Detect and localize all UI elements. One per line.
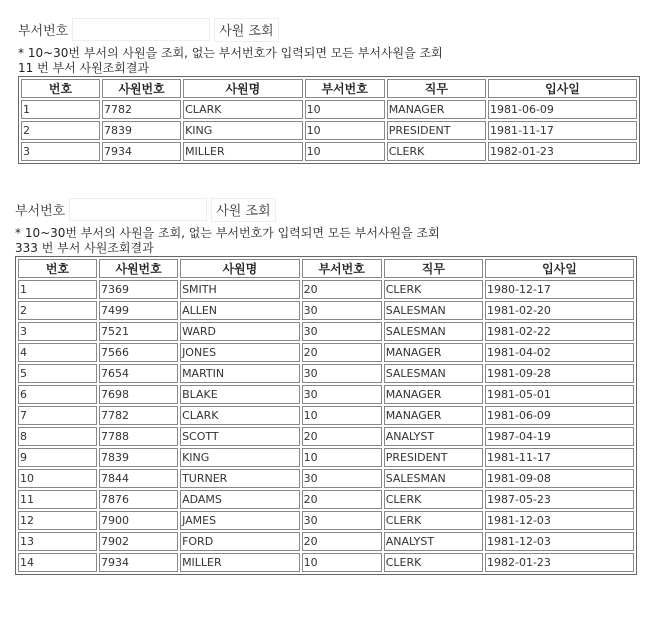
cell-emp-number: 7566 xyxy=(99,343,178,362)
cell-job: CLERK xyxy=(384,553,483,572)
dept-number-input[interactable] xyxy=(69,198,207,221)
table-row xyxy=(18,385,634,404)
cell-emp-number: 7782 xyxy=(102,100,181,119)
cell-dept-number: 10 xyxy=(302,553,382,572)
employee-table xyxy=(18,76,640,164)
result-title: 11 번 부서 사원조회결과 xyxy=(18,61,150,75)
cell-emp-number: 7839 xyxy=(99,448,178,467)
column-header: 입사일 xyxy=(485,259,634,278)
cell-hire-date: 1981-02-20 xyxy=(485,301,634,320)
cell-emp-name: JONES xyxy=(180,343,300,362)
cell-index: 2 xyxy=(21,121,100,140)
cell-emp-name: CLARK xyxy=(183,100,303,119)
cell-emp-name: KING xyxy=(180,448,300,467)
cell-index: 3 xyxy=(21,142,100,161)
cell-emp-name: MILLER xyxy=(183,142,303,161)
cell-job: CLERK xyxy=(387,142,486,161)
cell-emp-number: 7934 xyxy=(99,553,178,572)
cell-hire-date: 1981-02-22 xyxy=(485,322,634,341)
column-header: 부서번호 xyxy=(302,259,382,278)
cell-index: 13 xyxy=(18,532,97,551)
cell-emp-name: ADAMS xyxy=(180,490,300,509)
table-row xyxy=(18,301,634,320)
search-block-1 xyxy=(18,16,640,164)
table-row xyxy=(18,280,634,299)
table-row xyxy=(18,343,634,362)
cell-hire-date: 1981-06-09 xyxy=(485,406,634,425)
cell-dept-number: 10 xyxy=(305,100,385,119)
cell-emp-number: 7844 xyxy=(99,469,178,488)
table-row xyxy=(18,490,634,509)
cell-index: 10 xyxy=(18,469,97,488)
table-row xyxy=(18,469,634,488)
cell-hire-date: 1981-06-09 xyxy=(488,100,637,119)
cell-dept-number: 20 xyxy=(302,280,382,299)
table-row xyxy=(18,406,634,425)
cell-hire-date: 1987-04-19 xyxy=(485,427,634,446)
cell-index: 7 xyxy=(18,406,97,425)
cell-hire-date: 1981-04-02 xyxy=(485,343,634,362)
cell-job: ANALYST xyxy=(384,532,483,551)
cell-job: ANALYST xyxy=(384,427,483,446)
cell-job: MANAGER xyxy=(384,385,483,404)
column-header: 부서번호 xyxy=(305,79,385,98)
table-header-row xyxy=(18,259,634,278)
cell-job: SALESMAN xyxy=(384,469,483,488)
cell-dept-number: 30 xyxy=(302,385,382,404)
cell-emp-number: 7900 xyxy=(99,511,178,530)
cell-emp-number: 7499 xyxy=(99,301,178,320)
column-header: 사원번호 xyxy=(99,259,178,278)
cell-index: 4 xyxy=(18,343,97,362)
cell-emp-number: 7876 xyxy=(99,490,178,509)
cell-emp-number: 7782 xyxy=(99,406,178,425)
table-row xyxy=(18,364,634,383)
cell-index: 1 xyxy=(18,280,97,299)
cell-hire-date: 1981-11-17 xyxy=(488,121,637,140)
cell-emp-name: JAMES xyxy=(180,511,300,530)
cell-emp-name: SMITH xyxy=(180,280,300,299)
cell-emp-name: SCOTT xyxy=(180,427,300,446)
table-row xyxy=(18,553,634,572)
table-row xyxy=(18,511,634,530)
cell-hire-date: 1981-12-03 xyxy=(485,532,634,551)
search-employees-button[interactable]: 사원 조회 xyxy=(211,198,275,222)
cell-emp-name: BLAKE xyxy=(180,385,300,404)
cell-emp-name: CLARK xyxy=(180,406,300,425)
cell-index: 1 xyxy=(21,100,100,119)
cell-emp-number: 7654 xyxy=(99,364,178,383)
cell-emp-number: 7369 xyxy=(99,280,178,299)
cell-dept-number: 20 xyxy=(302,490,382,509)
cell-dept-number: 10 xyxy=(305,121,385,140)
dept-label: 부서번호 xyxy=(18,24,69,39)
cell-emp-number: 7839 xyxy=(102,121,181,140)
table-row xyxy=(18,532,634,551)
cell-emp-name: KING xyxy=(183,121,303,140)
column-header: 번호 xyxy=(21,79,100,98)
cell-emp-number: 7902 xyxy=(99,532,178,551)
cell-dept-number: 30 xyxy=(302,511,382,530)
cell-dept-number: 20 xyxy=(302,343,382,362)
cell-job: MANAGER xyxy=(384,343,483,362)
cell-dept-number: 20 xyxy=(302,427,382,446)
cell-job: CLERK xyxy=(384,490,483,509)
cell-index: 11 xyxy=(18,490,97,509)
search-note: * 10~30번 부서의 사원을 조회, 없는 부서번호가 입력되면 모든 부서사원을 조회 xyxy=(15,226,440,240)
cell-dept-number: 30 xyxy=(302,364,382,383)
search-form-2 xyxy=(15,196,637,223)
cell-job: CLERK xyxy=(384,511,483,530)
cell-hire-date: 1981-05-01 xyxy=(485,385,634,404)
cell-index: 6 xyxy=(18,385,97,404)
cell-hire-date: 1981-12-03 xyxy=(485,511,634,530)
cell-emp-name: TURNER xyxy=(180,469,300,488)
search-block-2 xyxy=(15,196,637,575)
cell-dept-number: 30 xyxy=(302,322,382,341)
cell-index: 12 xyxy=(18,511,97,530)
search-form-1 xyxy=(18,16,640,43)
cell-job: SALESMAN xyxy=(384,364,483,383)
cell-dept-number: 10 xyxy=(302,448,382,467)
cell-hire-date: 1982-01-23 xyxy=(485,553,634,572)
cell-dept-number: 10 xyxy=(305,142,385,161)
table-row xyxy=(18,322,634,341)
column-header: 직무 xyxy=(387,79,486,98)
cell-dept-number: 30 xyxy=(302,301,382,320)
cell-emp-name: WARD xyxy=(180,322,300,341)
cell-index: 5 xyxy=(18,364,97,383)
employee-table xyxy=(15,256,637,575)
table-row xyxy=(21,100,637,119)
cell-job: SALESMAN xyxy=(384,322,483,341)
cell-emp-number: 7521 xyxy=(99,322,178,341)
search-employees-button[interactable]: 사원 조회 xyxy=(214,18,278,42)
cell-emp-name: MILLER xyxy=(180,553,300,572)
cell-job: CLERK xyxy=(384,280,483,299)
dept-number-input[interactable] xyxy=(72,18,210,41)
table-row xyxy=(18,448,634,467)
column-header: 직무 xyxy=(384,259,483,278)
cell-index: 14 xyxy=(18,553,97,572)
column-header: 번호 xyxy=(18,259,97,278)
cell-index: 2 xyxy=(18,301,97,320)
cell-emp-name: FORD xyxy=(180,532,300,551)
cell-dept-number: 10 xyxy=(302,406,382,425)
cell-dept-number: 30 xyxy=(302,469,382,488)
table-row xyxy=(21,121,637,140)
dept-label: 부서번호 xyxy=(15,204,66,219)
column-header: 입사일 xyxy=(488,79,637,98)
cell-job: MANAGER xyxy=(384,406,483,425)
table-body xyxy=(21,100,637,161)
cell-index: 3 xyxy=(18,322,97,341)
cell-index: 9 xyxy=(18,448,97,467)
cell-job: SALESMAN xyxy=(384,301,483,320)
column-header: 사원명 xyxy=(180,259,300,278)
cell-hire-date: 1982-01-23 xyxy=(488,142,637,161)
search-note: * 10~30번 부서의 사원을 조회, 없는 부서번호가 입력되면 모든 부서사원을 조회 xyxy=(18,46,443,60)
table-body xyxy=(18,280,634,572)
cell-index: 8 xyxy=(18,427,97,446)
table-header-row xyxy=(21,79,637,98)
cell-dept-number: 20 xyxy=(302,532,382,551)
cell-emp-name: ALLEN xyxy=(180,301,300,320)
cell-emp-name: MARTIN xyxy=(180,364,300,383)
cell-job: PRESIDENT xyxy=(387,121,486,140)
cell-emp-number: 7934 xyxy=(102,142,181,161)
cell-hire-date: 1980-12-17 xyxy=(485,280,634,299)
cell-emp-number: 7698 xyxy=(99,385,178,404)
result-title: 333 번 부서 사원조회결과 xyxy=(15,241,154,255)
cell-hire-date: 1981-09-28 xyxy=(485,364,634,383)
cell-hire-date: 1981-11-17 xyxy=(485,448,634,467)
cell-hire-date: 1981-09-08 xyxy=(485,469,634,488)
table-row xyxy=(21,142,637,161)
cell-emp-number: 7788 xyxy=(99,427,178,446)
cell-job: PRESIDENT xyxy=(384,448,483,467)
column-header: 사원명 xyxy=(183,79,303,98)
cell-hire-date: 1987-05-23 xyxy=(485,490,634,509)
table-row xyxy=(18,427,634,446)
column-header: 사원번호 xyxy=(102,79,181,98)
cell-job: MANAGER xyxy=(387,100,486,119)
